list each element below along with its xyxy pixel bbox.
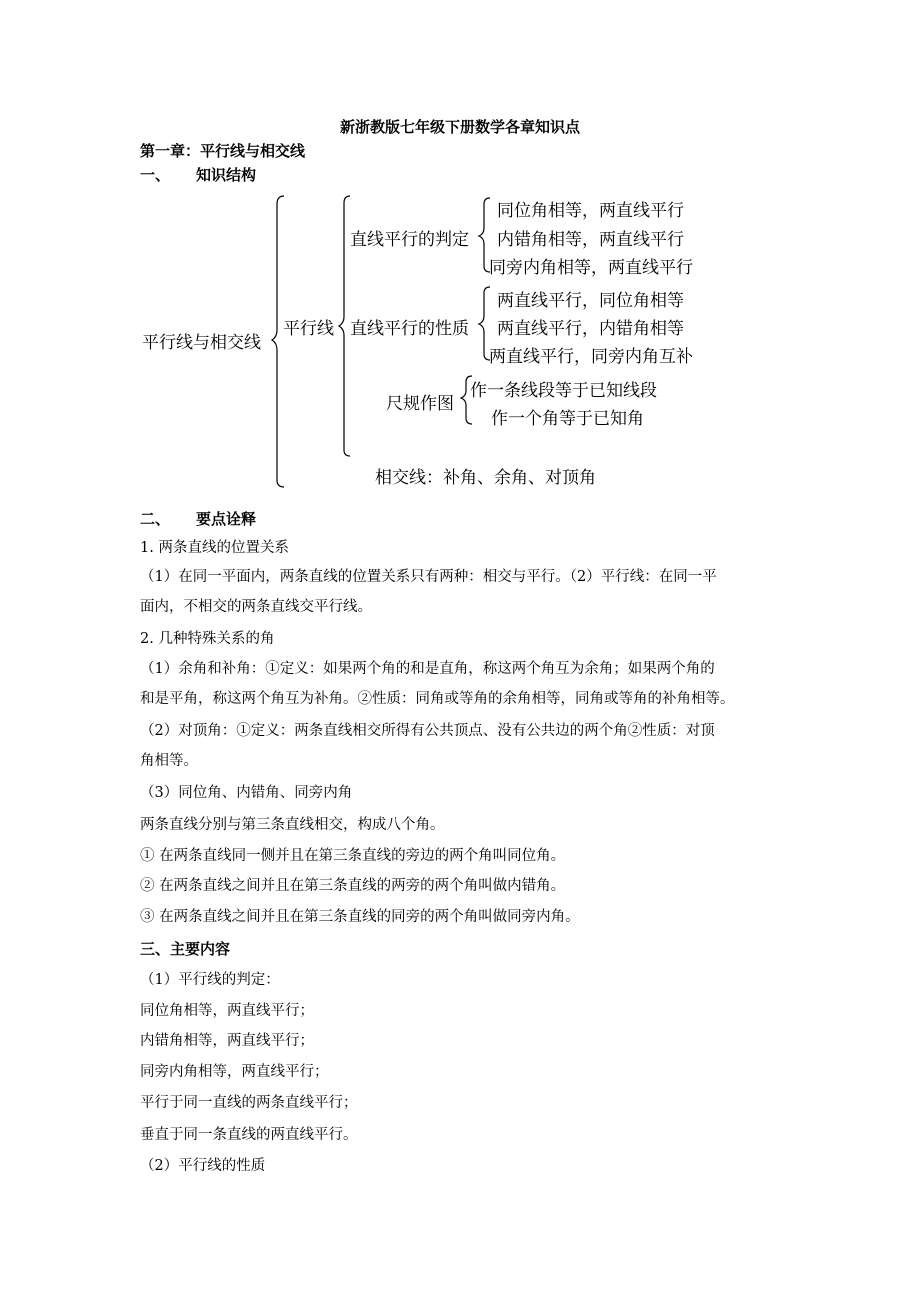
judge-label: 直线平行的判定	[350, 230, 469, 250]
list-item: ③ 在两条直线之间并且在第三条直线的同旁的两个角叫做同旁内角。	[140, 909, 580, 925]
paragraph-line: 内错角相等，两直线平行；	[140, 1033, 314, 1049]
section-1-label: 知识结构	[196, 166, 257, 184]
point-2-title: 2. 几种特殊关系的角	[140, 631, 275, 647]
paragraph-line: （2）平行线的性质	[140, 1158, 266, 1174]
judge-item: 同位角相等，两直线平行	[497, 201, 684, 221]
structure-brackets	[0, 0, 920, 500]
paragraph-line: 面内，不相交的两条直线交平行线。	[140, 599, 372, 615]
parallel-brace	[339, 196, 350, 456]
judge-item: 内错角相等，两直线平行	[497, 230, 684, 250]
paragraph-line: 平行于同一直线的两条直线平行；	[140, 1095, 358, 1111]
section-3-heading: 三、主要内容	[140, 940, 231, 958]
prop-label: 直线平行的性质	[350, 319, 469, 339]
construct-label: 尺规作图	[386, 394, 454, 414]
diagram-parallel: 平行线	[283, 319, 334, 339]
construct-item: 作一个角等于已知角	[491, 409, 644, 429]
paragraph-line: （1）在同一平面内，两条直线的位置关系只有两种：相交与平行。（2）平行线：在同一平	[140, 569, 717, 585]
list-item: ② 在两条直线之间并且在第三条直线的两旁的两个角叫做内错角。	[140, 878, 566, 894]
diagram-root: 平行线与相交线	[142, 333, 261, 353]
paragraph-line: （3）同位角、内错角、同旁内角	[140, 785, 353, 801]
paragraph-line: 同位角相等，两直线平行；	[140, 1003, 314, 1019]
paragraph-line: （1）余角和补角：①定义：如果两个角的和是直角，称这两个角互为余角；如果两个角的	[140, 661, 715, 677]
paragraph-line: 同旁内角相等，两直线平行；	[140, 1064, 329, 1080]
paragraph-line: 角相等。	[140, 753, 198, 769]
prop-item: 两直线平行，内错角相等	[497, 319, 684, 339]
paragraph-line: （2）对顶角：①定义：两条直线相交所得有公共顶点、没有公共边的两个角②性质：对顶	[140, 723, 715, 739]
paragraph-line: 垂直于同一条直线的两直线平行。	[140, 1127, 358, 1143]
section-1-number: 一、	[140, 166, 171, 184]
section-2-label: 要点诠释	[196, 510, 257, 528]
section-2-number: 二、	[140, 510, 171, 528]
judge-item: 同旁内角相等，两直线平行	[489, 258, 693, 278]
document-title: 新浙教版七年级下册数学各章知识点	[339, 118, 580, 136]
paragraph-line: 和是平角，称这两个角互为补角。②性质：同角或等角的余角相等，同角或等角的补角相等。	[140, 691, 735, 707]
prop-item: 两直线平行，同位角相等	[497, 291, 684, 311]
construct-item: 作一条线段等于已知线段	[470, 381, 657, 401]
intersect-label: 相交线：补角、余角、对顶角	[375, 468, 596, 488]
paragraph-line: （1）平行线的判定：	[140, 972, 280, 988]
prop-item: 两直线平行，同旁内角互补	[489, 347, 693, 367]
point-1-title: 1. 两条直线的位置关系	[140, 540, 289, 556]
paragraph-line: 两条直线分别与第三条直线相交，构成八个角。	[140, 817, 445, 833]
chapter-heading: 第一章：平行线与相交线	[140, 142, 306, 160]
list-item: ① 在两条直线同一侧并且在第三条直线的旁边的两个角叫同位角。	[140, 848, 566, 864]
root-brace	[272, 196, 284, 487]
